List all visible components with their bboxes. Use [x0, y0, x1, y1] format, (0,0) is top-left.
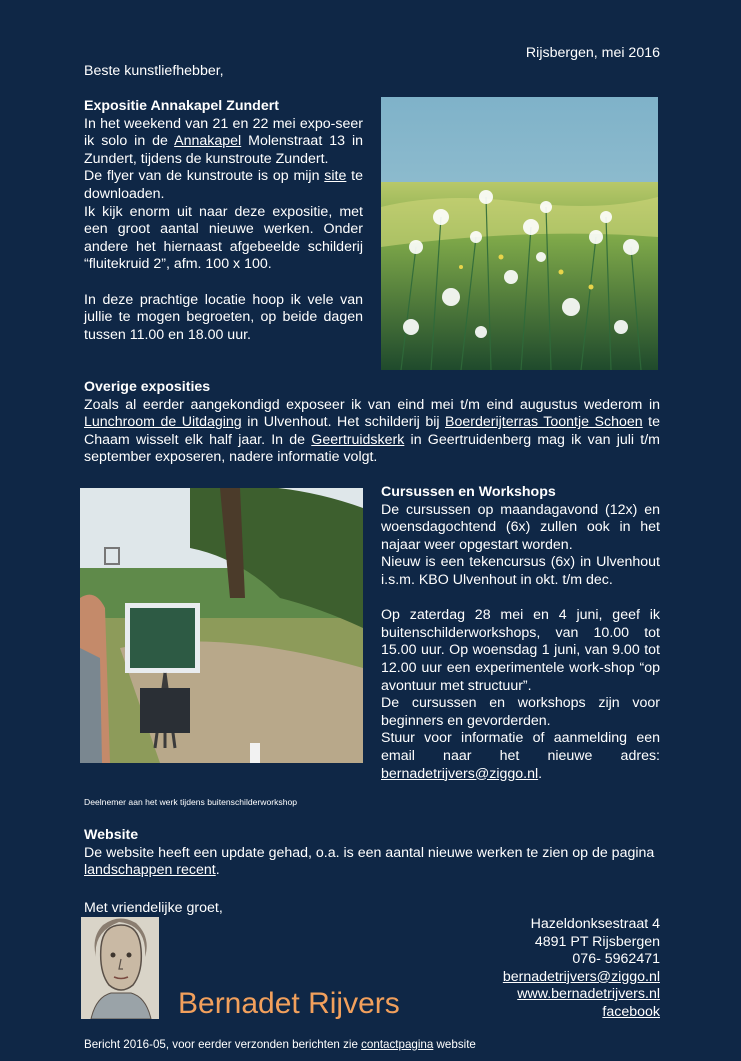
expo-p2-text-a: De flyer van de kunstroute is op mijn [84, 168, 325, 185]
cursus-paragraph-5 [381, 730, 660, 783]
section-overige [84, 379, 660, 467]
website-text-2: . [215, 862, 220, 879]
expo-p1-text-a: In het weekend van 21 en 22 mei expo-seer ik solo in de [84, 115, 363, 150]
expo-paragraph-3: Ik kijk enorm uit naar deze expositie, met een groot aantal nieuwe werken. Onder andere het hiernaast afgebeelde schilderij “fluitekruid 2”, afm. 100 x 100. [84, 203, 363, 273]
expo-p2-text-b: te downloaden. [84, 168, 363, 202]
footer-note [84, 1038, 476, 1052]
expo-paragraph-2 [84, 168, 363, 203]
cursus-paragraph-1: De cursussen op maandagavond (12x) en woensdagochtend (6x) zullen ook in het najaar weer opgestart worden. [381, 501, 660, 553]
section-cursussen [381, 484, 660, 783]
landschappen-recent-link[interactable]: landschappen recent [84, 862, 216, 879]
facebook-link[interactable]: facebook [602, 1003, 660, 1020]
section-title-expositie: Expositie Annakapel Zundert [84, 98, 279, 114]
overige-text-1: Zoals al eerder aangekondigd exposeer ik van eind mei t/m eind augustus wederom in [84, 396, 660, 413]
address-block [440, 916, 660, 1022]
overige-text-3: te Chaam wisselt elk half jaar. In de [84, 414, 660, 448]
section-title-website: Website [84, 827, 139, 843]
portrait-image [81, 917, 159, 1019]
closing-greeting: Met vriendelijke groet, [84, 900, 223, 916]
overige-text-2: in Ulvenhout. Het schilderij bij [241, 414, 446, 431]
contactpagina-link[interactable]: contactpagina [361, 1038, 434, 1051]
footer-text-1: Bericht 2016-05, voor eerder verzonden berichten zie [84, 1038, 362, 1051]
website-paragraph [84, 845, 660, 880]
address-city: 4891 PT Rijsbergen [534, 933, 660, 950]
signature-name: Bernadet Rijvers [178, 987, 400, 1020]
address-street: Hazeldonksestraat 4 [530, 916, 660, 932]
address-website-link[interactable]: www.bernadetrijvers.nl [517, 986, 660, 1003]
expo-paragraph-1 [84, 116, 363, 169]
section-website [84, 827, 660, 880]
painting-fluitekruid-image [381, 97, 658, 370]
spacer [84, 274, 363, 292]
site-link[interactable]: site [324, 168, 347, 185]
cursus-paragraph-2: Nieuw is een tekencursus (6x) in Ulvenhout i.s.m. KBO Ulvenhout in okt. t/m dec. [381, 554, 660, 588]
salutation: Beste kunstliefhebber, [84, 63, 224, 79]
expo-p1-text-b: Molenstraat 13 in Zundert, tijdens de kunstroute Zundert. [84, 133, 363, 167]
overige-text-4: in Geertruidenberg mag ik van juli t/m september exposeren, nadere informatie volgt. [84, 431, 660, 466]
cursus-p5-text-a: Stuur voor informatie of aanmelding een email naar het nieuwe adres: [381, 730, 660, 764]
boerderijterras-link[interactable]: Boerderijterras Toontje Schoen [445, 414, 643, 431]
photo-caption: Deelnemer aan het werk tijdens buitenschilderworkshop [84, 797, 298, 807]
expo-paragraph-4: In deze prachtige locatie hoop ik vele van jullie te mogen begroeten, op beide dagen tussen 11.00 en 18.00 uur. [84, 291, 363, 343]
section-title-cursussen: Cursussen en Workshops [381, 484, 556, 500]
spacer [381, 590, 660, 608]
section-title-overige: Overige exposities [84, 379, 211, 395]
cursus-paragraph-4: De cursussen en workshops zijn voor beginners en gevorderden. [381, 695, 660, 729]
website-text-1: De website heeft een update gehad, o.a. is een aantal nieuwe werken te zien op de pagina [84, 844, 655, 861]
overige-paragraph [84, 397, 660, 467]
geertruidskerk-link[interactable]: Geertruidskerk [311, 431, 405, 448]
address-email-link[interactable]: bernadetrijvers@ziggo.nl [502, 968, 660, 985]
address-phone: 076- 5962471 [572, 951, 660, 968]
footer-text-2: website [433, 1038, 476, 1051]
annakapel-link[interactable]: Annakapel [174, 133, 242, 150]
lunchroom-link[interactable]: Lunchroom de Uitdaging [84, 414, 242, 431]
section-expositie [84, 98, 363, 344]
cursus-paragraph-3: Op zaterdag 28 mei en 4 juni, geef ik buitenschilderworkshops, van 10.00 tot 15.00 uur. Op woensdag 1 juni, van 9.00 tot 12.00 uur een experimentele work-shop “op avontuur met structuur”. [381, 607, 660, 694]
email-link-cursus[interactable]: bernadetrijvers@ziggo.nl [381, 765, 539, 782]
letter-date: Rijsbergen, mei 2016 [525, 45, 660, 61]
cursus-p5-text-b: . [538, 765, 543, 782]
workshop-photo-image [80, 488, 363, 763]
